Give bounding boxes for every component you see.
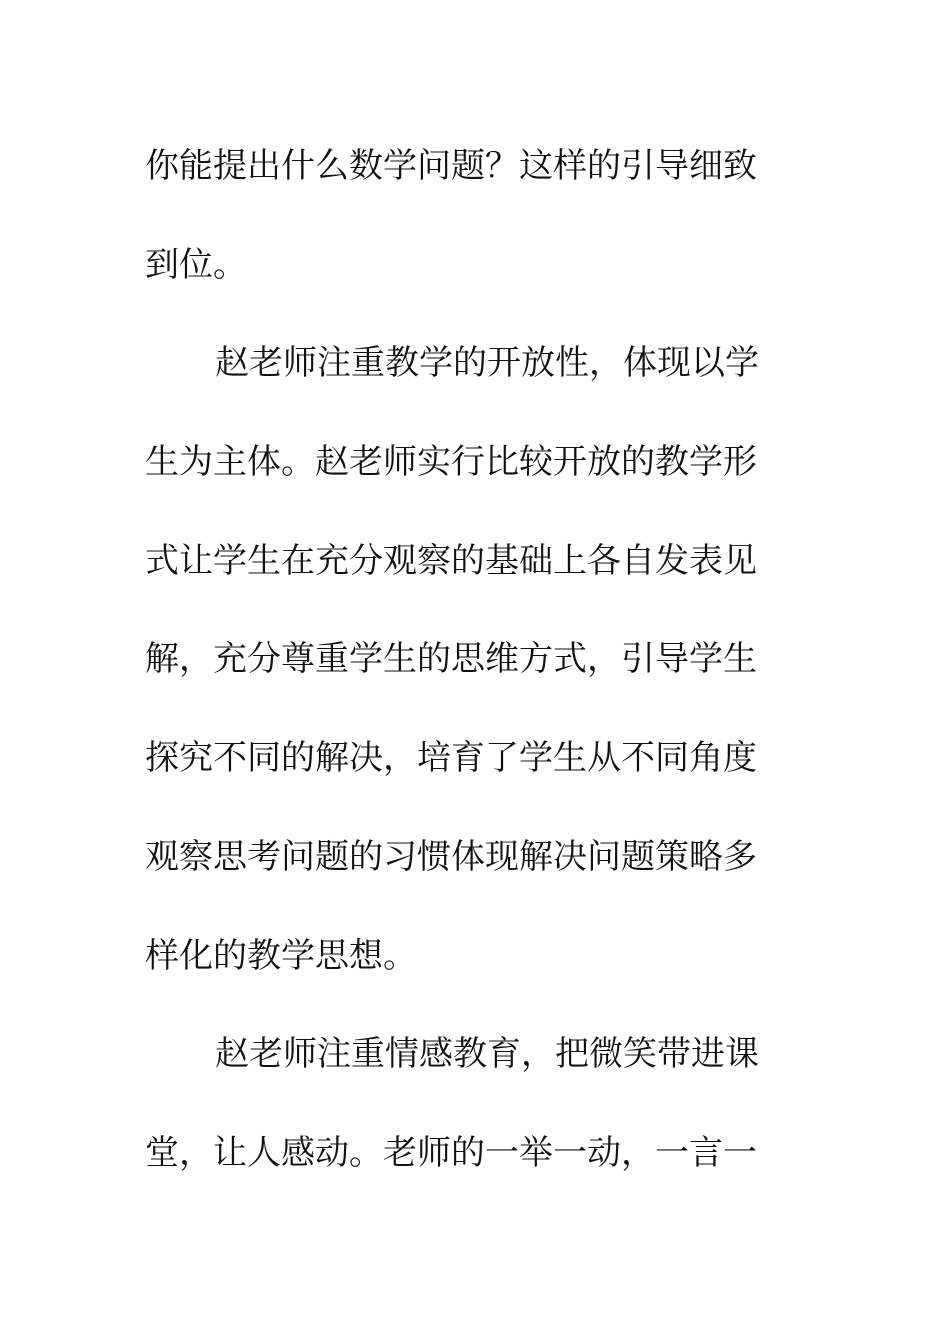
text-line: 式让学生在充分观察的基础上各自发表见 [145, 540, 757, 581]
text-line: 你能提出什么数学问题？这样的引导细致 [145, 146, 757, 186]
body-text [145, 117, 785, 1203]
paragraph-start-line: 赵老师注重教学的开放性，体现以学 [215, 343, 759, 384]
text-line: 解，充分尊重学生的思维方式，引导学生 [145, 639, 757, 680]
text-line: 到位。 [145, 244, 247, 285]
text-line: 堂，让人感动。老师的一举一动，一言一 [145, 1132, 757, 1173]
text-line: 观察思考问题的习惯体现解决问题策略多 [145, 836, 757, 877]
paragraph-start-line: 赵老师注重情感教育，把微笑带进课 [215, 1034, 759, 1075]
text-line: 探究不同的解决，培育了学生从不同角度 [145, 738, 757, 779]
text-line: 生为主体。赵老师实行比较开放的教学形 [145, 442, 757, 483]
text-line: 样化的教学思想。 [145, 935, 417, 976]
